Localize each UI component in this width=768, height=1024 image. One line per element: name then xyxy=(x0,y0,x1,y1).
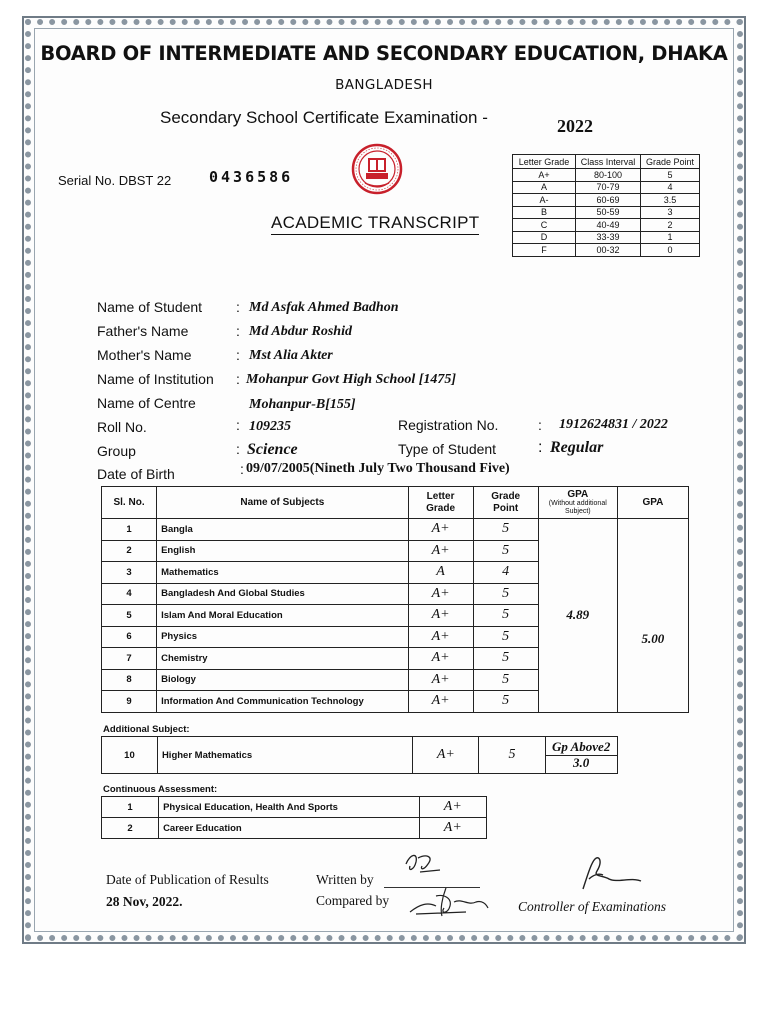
centre-name: Mohanpur-B[155] xyxy=(249,397,356,412)
point-cell: 4 xyxy=(641,181,700,194)
colon: : xyxy=(236,347,240,363)
subject-name: Bangladesh And Global Studies xyxy=(157,583,408,605)
subject-name: Higher Mathematics xyxy=(157,737,412,774)
group-name: Science xyxy=(247,441,298,458)
letter-grade: A+ xyxy=(408,519,473,541)
letter-grade: A+ xyxy=(419,797,486,818)
point-cell: 2 xyxy=(641,219,700,232)
sl-cell: 3 xyxy=(102,562,157,584)
assessment-name: Physical Education, Health And Sports xyxy=(159,797,419,818)
point-cell: 3.5 xyxy=(641,194,700,207)
grade-cell: C xyxy=(513,219,576,232)
grade-scale-header-cell: Letter Grade xyxy=(513,155,576,169)
letter-grade: A+ xyxy=(408,583,473,605)
grade-point: 5 xyxy=(473,691,538,713)
col-letter-grade: Letter Grade xyxy=(408,487,473,519)
student-type-label: Type of Student xyxy=(398,441,497,457)
letter-grade: A+ xyxy=(408,626,473,648)
subject-name: Physics xyxy=(157,626,408,648)
grade-point: 5 xyxy=(473,519,538,541)
father-name-label: Father's Name xyxy=(97,323,189,339)
grade-point: 5 xyxy=(473,648,538,670)
publication-label: Date of Publication of Results xyxy=(106,872,269,887)
point-cell: 1 xyxy=(641,231,700,244)
sl-cell: 2 xyxy=(102,540,157,562)
subject-name: Chemistry xyxy=(157,648,408,670)
grade-scale-row xyxy=(513,194,700,207)
sl-cell: 5 xyxy=(102,605,157,627)
col-gpa-without-additional xyxy=(538,487,617,519)
letter-grade: A+ xyxy=(408,540,473,562)
additional-subject-row xyxy=(102,737,690,774)
grade-cell: B xyxy=(513,206,576,219)
subject-name: English xyxy=(157,540,408,562)
grade-scale-row xyxy=(513,219,700,232)
colon: : xyxy=(236,299,240,315)
point-cell: 3 xyxy=(641,206,700,219)
assessment-row xyxy=(102,797,487,818)
serial-number: 0436586 xyxy=(209,168,294,186)
sl-cell: 4 xyxy=(102,583,157,605)
sl-cell: 6 xyxy=(102,626,157,648)
interval-cell: 50-59 xyxy=(576,206,641,219)
sl-cell: 10 xyxy=(102,737,158,774)
grade-cell: A- xyxy=(513,194,576,207)
gpa-without-additional: 4.89 xyxy=(538,519,617,713)
gpa-header-note: (Without additional Subject) xyxy=(548,500,607,516)
roll-number: 109235 xyxy=(249,419,291,434)
grade-point: 5 xyxy=(473,605,538,627)
mother-name: Mst Alia Akter xyxy=(249,348,333,363)
grade-scale-row xyxy=(513,169,700,182)
gp-above-value: 3.0 xyxy=(573,754,590,770)
sl-cell: 1 xyxy=(102,519,157,541)
sl-cell: 8 xyxy=(102,669,157,691)
colon: : xyxy=(538,417,542,433)
interval-cell: 00-32 xyxy=(576,244,641,257)
subject-name: Biology xyxy=(157,669,408,691)
serial-label: Serial No. DBST 22 xyxy=(58,173,172,188)
colon: : xyxy=(240,461,244,477)
grade-point: 5 xyxy=(473,626,538,648)
grade-scale-header-cell: Class Interval xyxy=(576,155,641,169)
interval-cell: 70-79 xyxy=(576,181,641,194)
controller-label: Controller of Examinations xyxy=(518,899,666,914)
institution-name: Mohanpur Govt High School [1475] xyxy=(246,372,457,387)
col-subject: Name of Subjects xyxy=(157,487,408,519)
compared-by-label: Compared by xyxy=(316,893,390,908)
colon: : xyxy=(236,417,240,433)
board-seal-icon xyxy=(351,143,403,195)
exam-name: Secondary School Certificate Examination - xyxy=(160,108,488,127)
letter-grade: A+ xyxy=(408,691,473,713)
written-by-label: Written by xyxy=(316,872,374,887)
additional-subject-label: Additional Subject: xyxy=(103,724,190,735)
date-of-birth: 09/07/2005(Nineth July Two Thousand Five) xyxy=(246,461,510,476)
grade-cell: F xyxy=(513,244,576,257)
subject-row xyxy=(102,519,689,541)
letter-grade: A+ xyxy=(413,737,479,774)
sl-cell: 9 xyxy=(102,691,157,713)
grade-scale-table xyxy=(512,154,700,257)
interval-cell: 33-39 xyxy=(576,231,641,244)
grade-cell: A+ xyxy=(513,169,576,182)
gp-above-cell xyxy=(545,737,617,774)
certificate xyxy=(22,16,746,944)
col-gpa: GPA xyxy=(617,487,688,519)
letter-grade: A+ xyxy=(408,605,473,627)
subject-name: Bangla xyxy=(157,519,408,541)
grade-scale-header xyxy=(513,155,700,169)
centre-label: Name of Centre xyxy=(97,395,196,411)
registration-label: Registration No. xyxy=(398,417,499,433)
subject-name: Mathematics xyxy=(157,562,408,584)
board-title: BOARD OF INTERMEDIATE AND SECONDARY EDUCATION, DHAKA xyxy=(40,42,728,65)
gp-above-label: Gp Above2 xyxy=(546,740,617,756)
interval-cell: 80-100 xyxy=(576,169,641,182)
grade-scale-header-cell: Grade Point xyxy=(641,155,700,169)
grade-scale-row xyxy=(513,244,700,257)
grade-scale-row xyxy=(513,206,700,219)
grade-point: 5 xyxy=(479,737,545,774)
mother-name-label: Mother's Name xyxy=(97,347,192,363)
assessment-row xyxy=(102,818,487,839)
subjects-table xyxy=(101,486,689,713)
colon: : xyxy=(236,323,240,339)
subject-name: Islam And Moral Education xyxy=(157,605,408,627)
additional-subject-table xyxy=(101,736,689,774)
colon: : xyxy=(236,371,240,387)
sl-cell: 2 xyxy=(102,818,159,839)
grade-scale-row xyxy=(513,231,700,244)
compared-by-signature-icon xyxy=(406,884,492,920)
group-label: Group xyxy=(97,443,136,459)
point-cell: 0 xyxy=(641,244,700,257)
point-cell: 5 xyxy=(641,169,700,182)
publication-date: 28 Nov, 2022. xyxy=(106,894,183,909)
sl-cell: 1 xyxy=(102,797,159,818)
grade-scale-row xyxy=(513,181,700,194)
letter-grade: A xyxy=(408,562,473,584)
grade-point: 4 xyxy=(473,562,538,584)
col-sl: Sl. No. xyxy=(102,487,157,519)
document-title: ACADEMIC TRANSCRIPT xyxy=(271,213,479,235)
letter-grade: A+ xyxy=(408,648,473,670)
student-type: Regular xyxy=(550,439,604,456)
registration-number: 1912624831 / 2022 xyxy=(559,417,668,432)
student-name-label: Name of Student xyxy=(97,299,203,315)
roll-label: Roll No. xyxy=(97,419,147,435)
controller-signature-icon xyxy=(573,853,645,895)
subjects-header-row xyxy=(102,487,689,519)
letter-grade: A+ xyxy=(419,818,486,839)
gpa-total: 5.00 xyxy=(617,519,688,713)
written-by-signature-icon xyxy=(400,850,446,880)
dob-label: Date of Birth xyxy=(97,466,175,482)
exam-year: 2022 xyxy=(557,116,593,136)
continuous-assessment-label: Continuous Assessment: xyxy=(103,784,218,795)
colon: : xyxy=(538,439,543,456)
gpa-header-label: GPA xyxy=(567,488,589,500)
interval-cell: 40-49 xyxy=(576,219,641,232)
colon: : xyxy=(236,441,240,457)
grade-point: 5 xyxy=(473,669,538,691)
letter-grade: A+ xyxy=(408,669,473,691)
grade-point: 5 xyxy=(473,583,538,605)
institution-label: Name of Institution xyxy=(97,371,214,387)
assessment-name: Career Education xyxy=(159,818,419,839)
interval-cell: 60-69 xyxy=(576,194,641,207)
subject-name: Information And Communication Technology xyxy=(157,691,408,713)
spacer-cell xyxy=(617,737,689,774)
col-grade-point: Grade Point xyxy=(473,487,538,519)
grade-point: 5 xyxy=(473,540,538,562)
sl-cell: 7 xyxy=(102,648,157,670)
grade-cell: D xyxy=(513,231,576,244)
country-name: BANGLADESH xyxy=(335,77,433,93)
father-name: Md Abdur Roshid xyxy=(249,324,352,339)
grade-cell: A xyxy=(513,181,576,194)
continuous-assessment-table xyxy=(101,796,487,839)
student-name: Md Asfak Ahmed Badhon xyxy=(249,300,399,315)
